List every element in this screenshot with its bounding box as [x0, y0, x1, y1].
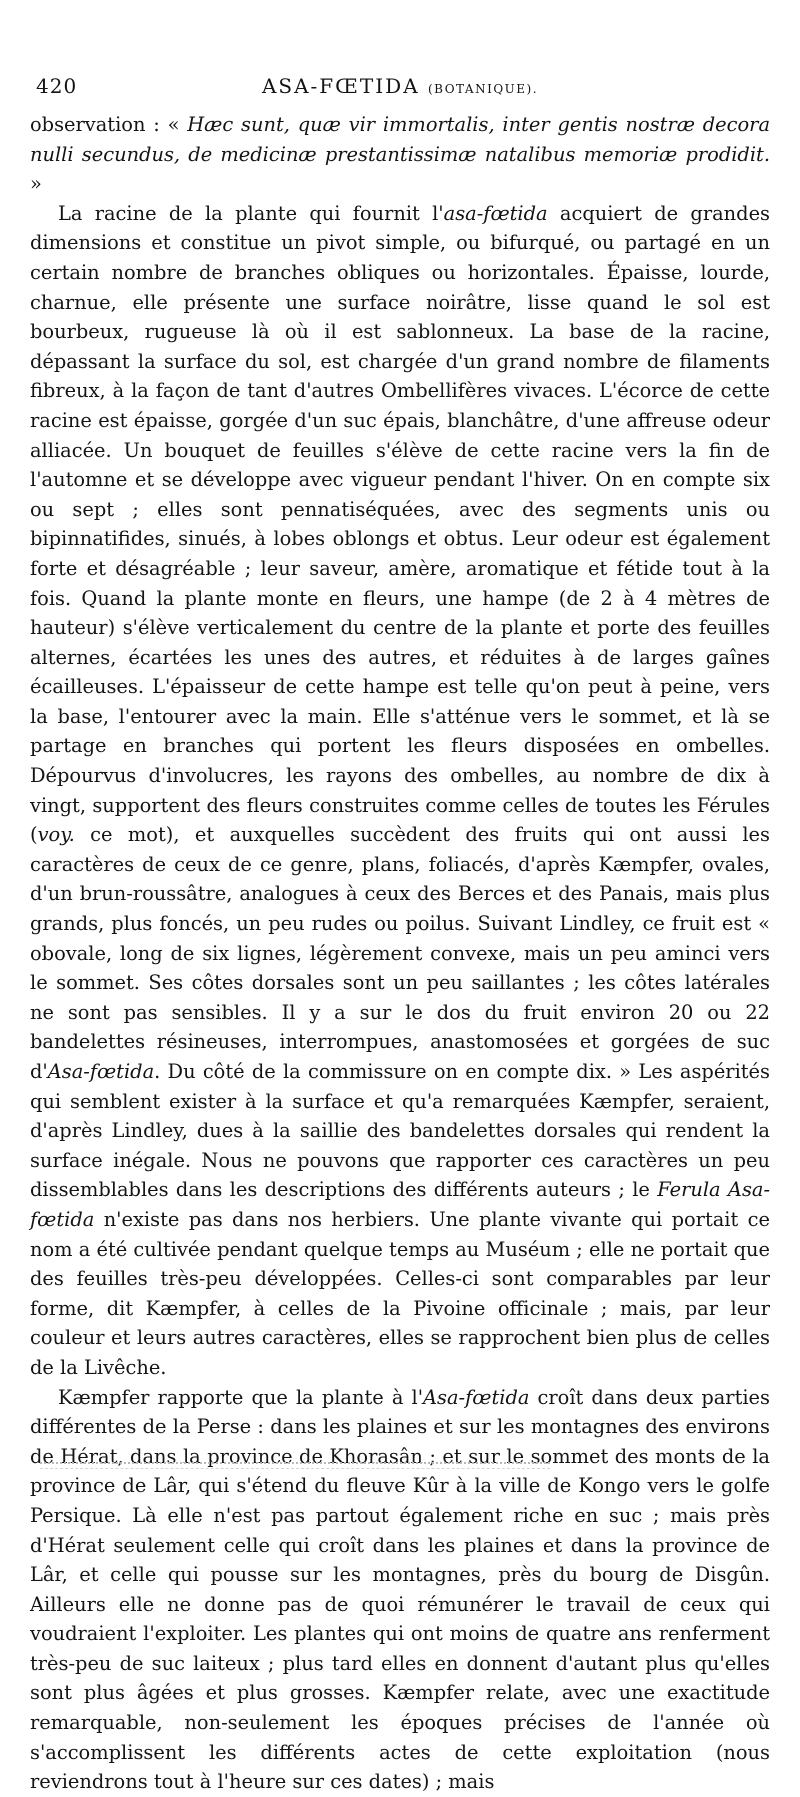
paragraph-3 — [30, 1383, 770, 1797]
text-run: croît dans deux parties différentes de la Perse : dans les plaines et sur les montagnes des environs de Hérat, dans la province de Khorasân ; et sur le sommet des monts de la province de Lâr, qui s'étend du fleuve Kûr à la ville de Kongo vers le golfe Persique. Là elle n'est pas partout également riche en suc ; mais près d'Hérat seulement celle qui croît dans les plaines et dans la province de Lâr, et celle qui pousse sur les montagnes, près du bourg de Disgûn. Ailleurs elle ne donne pas de quoi rémunérer le travail de ceux qui voudraient l'exploiter. Les plantes qui ont moins de quatre ans renferment très-peu de suc laiteux ; plus tard elles en donnent d'autant plus qu'elles sont plus âgées et plus grosses. Kæmpfer relate, avec une exactitude remarquable, non-seulement les époques précises de l'année où s'accomplissent les différents actes de cette exploitation (nous reviendrons tout à l'heure sur ces dates) ; mais — [30, 1385, 770, 1794]
paragraph-1 — [30, 110, 770, 199]
document-page — [30, 70, 770, 1797]
italic-term: Asa-fœtida — [47, 1060, 155, 1083]
footer-rule-secondary — [40, 1468, 550, 1469]
italic-term: Ferula Asa-fœtida — [30, 1178, 771, 1231]
latin-quotation: Hæc sunt, quæ vir immortalis, inter gentis nostræ decora nulli secundus, de medicinæ prestantissimæ natalibus memoriæ prodidit. — [30, 113, 771, 166]
italic-term: Asa-fœtida — [423, 1385, 530, 1409]
text-run: Kæmpfer rapporte que la plante à l' — [58, 1385, 424, 1409]
text-run: La racine de la plante qui fournit l' — [58, 201, 444, 225]
running-header — [30, 70, 770, 104]
body-text — [30, 110, 770, 1797]
text-run: acquiert de grandes dimensions et constitue un pivot simple, ou bifurqué, ou partagé en un certain nombre de branches obliques ou horizontales. Épaisse, lourde, charnue, elle présente une surface noirâtre, lisse quand le sol est bourbeux, rugueuse là où il est sablonneux. La base de la racine, dépassant la surface du sol, est chargée d'un grand nombre de filaments fibreux, à la façon de tant d'autres Ombellifères vivaces. L'écorce de cette racine est épaisse, gorgée d'un suc épais, blanchâtre, d'une affreuse odeur alliacée. Un bouquet de feuilles s'élève de cette racine vers la fin de l'automne et se développe avec vigueur pendant l'hiver. On en compte six ou sept ; elles sont pennatiséquées, avec des segments unis ou bipinnatifides, sinués, à lobes oblongs et obtus. Leur odeur est également forte et désagréable ; leur saveur, amère, aromatique et fétide tout à la fois. Quand la plante monte en fleurs, une hampe (de 2 à 4 mètres de hauteur) s'élève verticalement du centre de la plante et porte des feuilles alternes, écartées les unes des autres, et réduites à de larges gaînes écailleuses. L'épaisseur de cette hampe est telle qu'on peut à peine, vers la base, l'entourer avec la main. Elle s'atténue vers le sommet, et là se partage en branches qui portent les fleurs disposées en ombelles. Dépourvus d'involucres, les rayons des ombelles, au nombre de dix à vingt, supportent des fleurs construites comme celles de toutes les Férules ( — [30, 201, 771, 847]
page-number: 420 — [36, 74, 78, 98]
text-run: . Du côté de la commissure on en compte dix. » Les aspérités qui semblent exister à la surface et qu'a remarquées Kæmpfer, seraient, d'après Lindley, dues à la saillie des bandelettes dorsales qui rendent la surface inégale. Nous ne pouvons que rapporter ces caractères un peu dissemblables dans les descriptions des différents auteurs ; le — [30, 1060, 770, 1202]
running-title-subtitle: (BOTANIQUE). — [428, 82, 539, 96]
paragraph-2 — [30, 199, 770, 1383]
text-run: » — [30, 172, 42, 196]
italic-term: voy. — [37, 823, 75, 847]
text-run: ce mot), et auxquelles succèdent des fruits qui ont aussi les caractères de ceux de ce genre, plans, foliacés, d'après Kæmpfer, ovales, d'un brun-roussâtre, analogues à ceux des Berces et des Panais, mais plus grands, plus foncés, un peu rudes ou poilus. Suivant Lindley, ce fruit est « obovale, long de six lignes, légèrement convexe, mais un peu aminci vers le sommet. Ses côtes dorsales sont un peu saillantes ; les côtes latérales ne sont pas sensibles. Il y a sur le dos du fruit environ 20 ou 22 bandelettes résineuses, interrompues, anastomosées et gorgées de suc d' — [30, 823, 770, 1083]
running-title — [30, 74, 770, 98]
text-run: observation : « — [30, 113, 188, 136]
italic-term: asa-fœtida — [443, 201, 548, 225]
footer-rule — [40, 1462, 550, 1464]
running-title-main: ASA-FŒTIDA — [261, 74, 420, 98]
text-run: n'existe pas dans nos herbiers. Une plante vivante qui portait ce nom a été cultivée pendant quelque temps au Muséum ; elle ne portait que des feuilles très-peu développées. Celles-ci sont comparables par leur forme, dit Kæmpfer, à celles de la Pivoine officinale ; mais, par leur couleur et leurs autres caractères, elles se rapprochent bien plus de celles de la Livêche. — [30, 1207, 770, 1379]
